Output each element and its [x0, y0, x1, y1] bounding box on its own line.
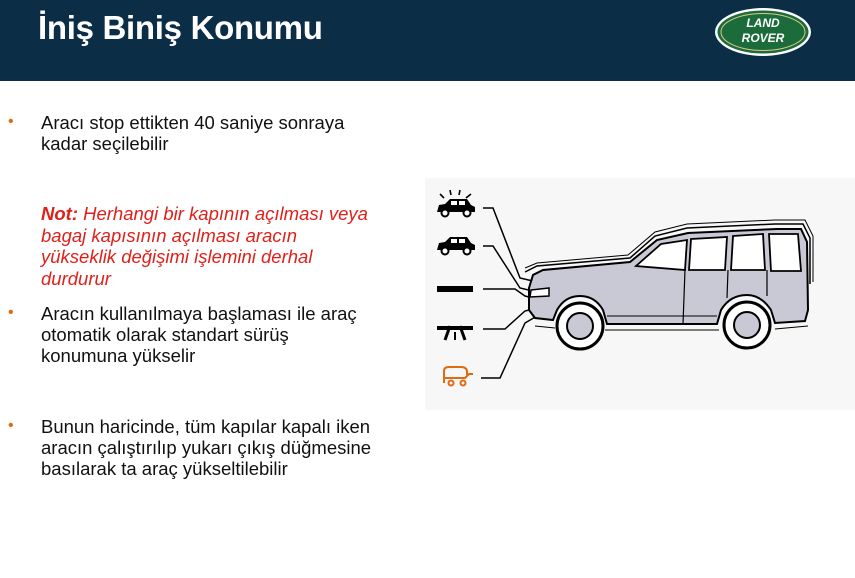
bullet-1-line-2: kadar seçilebilir [41, 133, 169, 154]
note-line-1 [41, 203, 441, 225]
bullet-3-line-3: basılarak ta araç yükseltilebilir [41, 458, 288, 479]
bullet-3-line-2: aracın çalıştırılıp yukarı çıkış düğmesine [41, 437, 372, 458]
logo-text-land: LAND [746, 16, 780, 30]
note-line-2: bagaj kapısının açılması aracın [41, 224, 298, 246]
road-line-icon [437, 286, 473, 292]
bullet-2-line-2: otomatik olarak standart sürüş [41, 324, 289, 345]
note-line-1-text: Herhangi bir kapının açılması veya [83, 203, 368, 224]
note-line-4: durdurur [41, 267, 111, 289]
land-rover-logo [714, 7, 812, 57]
bullet-3-line-1: Bunun haricinde, tüm kapılar kapalı iken [41, 416, 371, 437]
vehicle-height-illustration [425, 178, 855, 410]
logo-text-rover: ROVER [741, 31, 785, 45]
note-label: Not: [41, 203, 78, 224]
header-bar [0, 0, 855, 81]
note-block [41, 203, 441, 289]
bullet-1-line-1: Aracı stop ettikten 40 saniye sonraya [41, 112, 345, 133]
page-title: İniş Biniş Konumu [38, 9, 323, 46]
bullet-2-line-3: konumuna yükselir [41, 345, 196, 366]
bullet-marker: • [8, 304, 14, 321]
bullet-marker: • [8, 417, 14, 434]
note-line-3: yükseklik değişimi işlemini derhal [41, 246, 313, 267]
bullet-2-line-1: Aracın kullanılmaya başlaması ile araç [41, 303, 357, 324]
bullet-marker: • [8, 113, 14, 130]
